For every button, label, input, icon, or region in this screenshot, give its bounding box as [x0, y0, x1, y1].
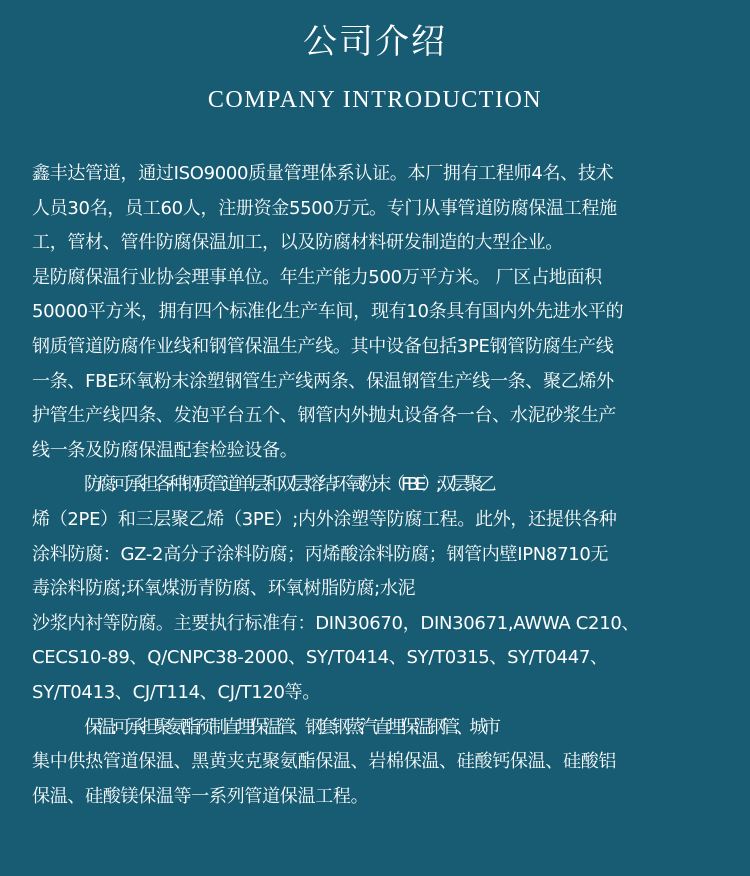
text-line: 是防腐保温行业协会理事单位。年生产能力500万平方米。 厂区占地面积: [32, 266, 602, 288]
page-title: 公司介绍: [303, 22, 447, 62]
text-line: 烯（2PE）和三层聚乙烯（3PE）;内外涂塑等防腐工程。此外，还提供各种: [32, 508, 617, 530]
page-subtitle: COMPANY INTRODUCTION: [207, 87, 543, 113]
text-line: 50000平方米，拥有四个标准化生产车间，现有10条具有国内外先进水平的: [32, 301, 624, 323]
text-line: 涂料防腐：GZ-2高分子涂料防腐；丙烯酸涂料防腐；钢管内壁IPN8710无: [32, 543, 609, 565]
text-line: 人员30名，员工60人，注册资金5500万元。专门从事管道防腐保温工程施: [32, 197, 617, 219]
text-line: 钢质管道防腐作业线和钢管保温生产线。其中设备包括3PE钢管防腐生产线: [32, 335, 614, 357]
text-line: 保温:可承担聚氨酯预制直埋保温管、钢套钢蒸汽直埋保温钢管、城市: [84, 716, 497, 738]
text-line: CECS10-89、Q/CNPC38-2000、SY/T0414、SY/T0315、SY/T0447、: [32, 647, 608, 669]
text-line: SY/T0413、CJ/T114、CJ/T120等。: [32, 681, 321, 703]
text-line: 沙浆内衬等防腐。主要执行标准有：DIN30670，DIN30671,AWWA C210、: [32, 612, 640, 634]
text-line: 线一条及防腐保温配套检验设备。: [32, 439, 298, 461]
text-line: 保温、硅酸镁保温等一系列管道保温工程。: [32, 785, 369, 807]
text-line: 毒涂料防腐;环氧煤沥青防腐、环氧树脂防腐;水泥: [32, 578, 416, 600]
intro-body: [32, 157, 732, 814]
text-line: 集中供热管道保温、黑黄夹克聚氨酯保温、岩棉保温、硅酸钙保温、硅酸铝: [32, 751, 617, 773]
text-line: 防腐:可承担各种钢质管道单层和双层熔结环氧粉末（FBE）;双层聚乙: [84, 474, 493, 496]
text-line: 工，管材、管件防腐保温加工，以及防腐材料研发制造的大型企业。: [32, 232, 563, 254]
text-line: 鑫丰达管道，通过ISO9000质量管理体系认证。本厂拥有工程师4名、技术: [32, 163, 614, 184]
text-line: 一条、FBE环氧粉末涂塑钢管生产线两条、保温钢管生产线一条、聚乙烯外: [32, 370, 614, 392]
text-line: 护管生产线四条、发泡平台五个、钢管内外抛丸设备各一台、水泥砂浆生产: [32, 405, 617, 427]
